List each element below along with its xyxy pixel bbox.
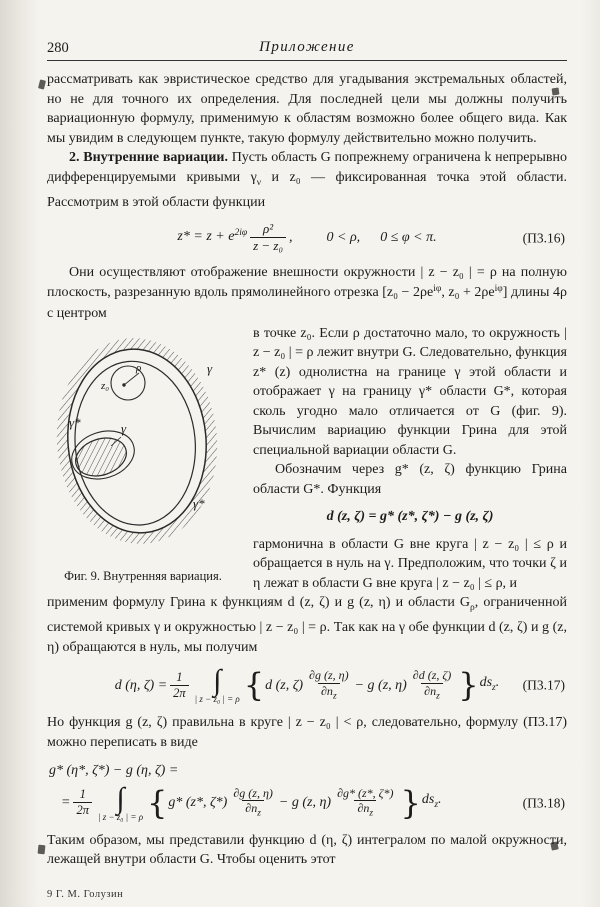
text-run: . [438, 792, 442, 808]
equation-number: (П3.17) [522, 677, 565, 693]
text-run: , [289, 229, 293, 245]
equation-p318 [47, 761, 567, 822]
text-run: , ограниченной системой кривых γ и окружностью | z − z₀ | = ρ. Так как на γ обе функции d (z, ζ) и g (z, η) обращаются в нуль, мы получим [47, 595, 568, 655]
paragraph-8 [47, 831, 567, 870]
integral-limits: | z − z₀ | = ρ [97, 811, 144, 822]
brace-open: { [147, 783, 168, 822]
subscript: z [434, 799, 439, 810]
subscript: z [492, 682, 496, 693]
fraction-numerator: ∂g* (z*, ζ*) [337, 785, 394, 800]
fraction-denominator: z − z₀ [250, 237, 286, 254]
page-number: 280 [47, 40, 69, 56]
fraction-denominator: 2π [73, 802, 92, 818]
subscript: z [369, 808, 374, 819]
fraction [250, 221, 286, 254]
integral [97, 781, 144, 822]
partial-derivative-fraction [334, 786, 396, 821]
eq316-condition-2: 0 ≤ φ < π. [380, 229, 437, 245]
page-edge-shadow-left [0, 0, 40, 907]
text-run: Они осуществляют отображение внешности окружности | z − z₀ | = ρ на полную плоскость, разрезанную вдоль прямолинейного отрезка [z₀ − 2ρe [47, 265, 567, 300]
differential [422, 790, 442, 815]
coefficient-fraction [170, 670, 189, 702]
text-run: гармонична в области G вне круга | z − z₀ | ≤ ρ и обращается в нуль на γ. Предположим, что точки ζ и η лежат в области G вне круга | z − z₀ | ≤ ρ, и [253, 536, 567, 591]
label-rho: ρ [136, 361, 142, 374]
superscript: iφ [433, 283, 442, 294]
eq318-line-1: g* (η*, ζ*) − g (η, ζ) = [49, 763, 179, 779]
subscript: z [257, 808, 261, 819]
integral [195, 666, 240, 704]
text-run: z* = z + e [177, 228, 235, 244]
paragraph-1 [47, 70, 567, 148]
text-run: ∂n [424, 683, 437, 698]
term: g* (z*, ζ*) [168, 795, 228, 811]
fraction-numerator: ∂g (z, η) [233, 785, 273, 800]
text-run: Но функция g (z, ζ) правильна в круге | z − z₀ | < ρ, следовательно, формулу (П3.17) можно переписать в виде [47, 715, 567, 750]
brace-close: } [458, 666, 479, 705]
partial-derivative-fraction [230, 786, 276, 821]
subscript: z [332, 691, 337, 702]
integral-limits: | z − z₀ | = ρ [194, 694, 240, 705]
integral-sign: ∫ [116, 781, 125, 815]
fraction-denominator [242, 800, 264, 820]
subscript: z [436, 691, 440, 702]
scan-artifact [38, 79, 46, 89]
brace-close: } [400, 783, 421, 822]
fraction-denominator [318, 683, 340, 703]
paragraph-6 [47, 593, 567, 657]
subscript-rho: ρ [470, 602, 475, 613]
eq316-condition-1: 0 < ρ, [326, 229, 361, 245]
equals: = [61, 795, 71, 811]
section-heading: 2. Внутренние вариации. [69, 150, 228, 165]
label-gamma-star-inner: γ* [69, 414, 81, 430]
integral-sign: ∫ [213, 664, 222, 698]
signature-mark: 9 Г. М. Голузин [47, 889, 124, 900]
text-run: Пусть область G попрежнему ограничена k непрерывно дифференцируемыми кривыми γ [47, 150, 567, 185]
equation-p317 [47, 666, 567, 704]
fraction-denominator [354, 800, 376, 820]
page-content [47, 38, 567, 870]
figure-9-drawing [47, 327, 239, 565]
brace-open: { [243, 666, 265, 705]
eq318-line-2 [47, 781, 567, 822]
text-run: ∂n [321, 683, 333, 698]
fraction-denominator: 2π [170, 685, 189, 701]
text-run: ] длины 4ρ с центром [47, 284, 567, 322]
text-run: Таким образом, мы представили функцию d (η, ζ) интегралом по малой окружности, лежащей внутри области G. Чтобы оценить этот [47, 832, 567, 868]
fraction-numerator: 1 [79, 787, 86, 802]
text-run: ∂n [357, 801, 370, 816]
subscript-nu: ν [256, 177, 262, 188]
partial-derivative-fraction [410, 668, 454, 703]
fraction-numerator: ρ² [262, 221, 274, 237]
text-run: . [495, 674, 500, 690]
scan-artifact [38, 845, 46, 855]
text-run: ds [421, 792, 435, 808]
fraction-denominator [421, 683, 443, 703]
fraction-numerator: ∂g (z, η) [309, 668, 349, 683]
equation-p316 [47, 221, 567, 254]
text-run: ds [479, 674, 493, 690]
partial-derivative-fraction [306, 668, 352, 703]
equation-number: (П3.18) [522, 795, 565, 811]
term: − g (z, η) [354, 677, 407, 693]
term: d (z, ζ) [265, 677, 304, 693]
coefficient-fraction [73, 787, 92, 819]
paragraph-7 [47, 713, 567, 752]
text-run: рассматривать как эвристическое средство для угадывания экстремальных областей, но не для точного их определения. Для последней цели мы должны получить вариационную формулу, применимую к областям возможно более общего вида. Как мы увидим в следующем пункте, такую формулу действительно можно получить. [47, 72, 567, 146]
text-run: в точке z₀. Если ρ достаточно мало, то окружность | z − z₀ | = ρ лежит внутри G. Следовательно, функция z* (z) однолистна на границе γ этой области и отображает γ на границу γ* области G*, которая сколь угодно мало отличается от G (фиг. 9). Вычислим вариацию функции Грина для этой специальной вариации области G. [253, 325, 567, 458]
eq317-lhs: d (η, ζ) = [114, 677, 168, 693]
label-z0: z₀ [101, 379, 110, 392]
superscript: 2iφ [234, 227, 248, 238]
text-run: и z₀ — фиксированная точка этой области. Рассмотрим в этой области функции [47, 169, 567, 210]
differential [480, 673, 500, 698]
text-run: применим формулу Грина к функциям d (z, ζ) и g (z, η) и области G [47, 595, 471, 611]
text-run: d (z, ζ) = g* (z*, ζ*) − g (z, ζ) [326, 509, 494, 525]
text-run: Обозначим через g* (z, ζ) функцию Грина области G*. Функция [253, 462, 567, 497]
label-gamma-inner: γ [121, 420, 127, 436]
term: − g (z, η) [278, 795, 332, 811]
page-edge-shadow-right [582, 0, 600, 907]
eq316-lhs [177, 227, 247, 249]
paragraph-3 [47, 263, 567, 324]
figure-9 [47, 327, 239, 585]
text-run: ∂n [245, 801, 258, 816]
superscript: iφ [494, 283, 503, 294]
equation-number: (П3.16) [522, 229, 565, 245]
label-gamma-star-outer: γ* [193, 495, 205, 511]
fraction-numerator: ∂d (z, ζ) [412, 668, 452, 683]
figure-caption: Фиг. 9. Внутренняя вариация. [64, 568, 222, 583]
running-title: Приложение [259, 39, 355, 55]
fraction-numerator: 1 [176, 669, 183, 684]
paragraph-2 [47, 148, 567, 212]
page-header [47, 38, 567, 61]
text-run: , z₀ + 2ρe [441, 284, 495, 300]
label-gamma-outer: γ [207, 360, 213, 376]
